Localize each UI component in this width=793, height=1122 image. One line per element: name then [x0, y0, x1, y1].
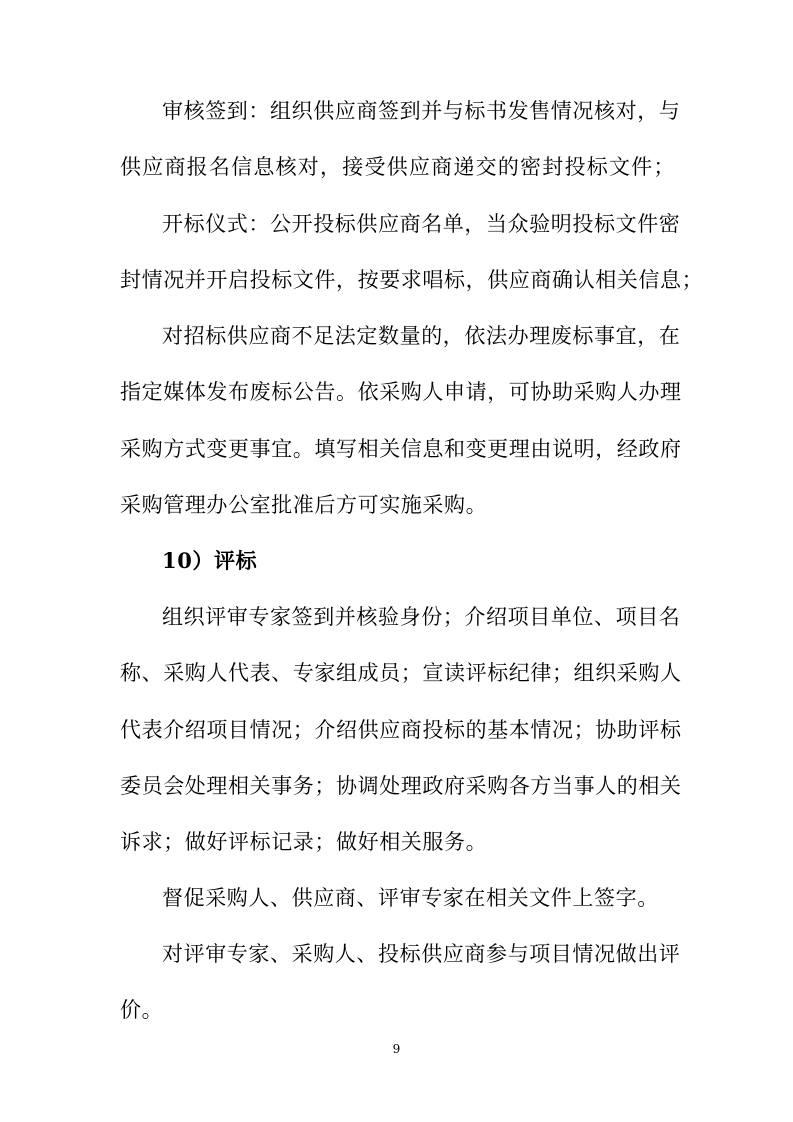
section-heading: 10）评标 [162, 548, 258, 573]
paragraph-line: 对评审专家、采购人、投标供应商参与项目情况做出评 [162, 942, 681, 966]
paragraph-line: 组织评审专家签到并核验身份；介绍项目单位、项目名 [162, 605, 681, 629]
paragraph-line: 封情况并开启投标文件，按要求唱标，供应商确认相关信息； [120, 268, 704, 292]
paragraph-line: 采购管理办公室批准后方可实施采购。 [120, 493, 488, 517]
paragraph-line: 价。 [120, 998, 164, 1022]
paragraph-line: 审核签到：组织供应商签到并与标书发售情况核对，与 [162, 99, 681, 123]
paragraph-line: 指定媒体发布废标公告。依采购人申请，可协助采购人办理 [120, 380, 682, 404]
paragraph-line: 诉求；做好评标记录；做好相关服务。 [120, 830, 488, 854]
page-number: 9 [392, 1042, 401, 1056]
paragraph-line: 采购方式变更事宜。填写相关信息和变更理由说明，经政府 [120, 437, 682, 461]
paragraph-line: 督促采购人、供应商、评审专家在相关文件上签字。 [162, 886, 659, 910]
paragraph-line: 委员会处理相关事务；协调处理政府采购各方当事人的相关 [120, 774, 682, 798]
paragraph-line: 称、采购人代表、专家组成员；宣读评标纪律；组织采购人 [120, 661, 682, 685]
paragraph-line: 开标仪式：公开投标供应商名单，当众验明投标文件密 [162, 212, 681, 236]
paragraph-line: 供应商报名信息核对，接受供应商递交的密封投标文件； [120, 155, 675, 179]
paragraph-line: 对招标供应商不足法定数量的，依法办理废标事宜，在 [162, 324, 681, 348]
paragraph-line: 代表介绍项目情况；介绍供应商投标的基本情况；协助评标 [120, 718, 682, 742]
